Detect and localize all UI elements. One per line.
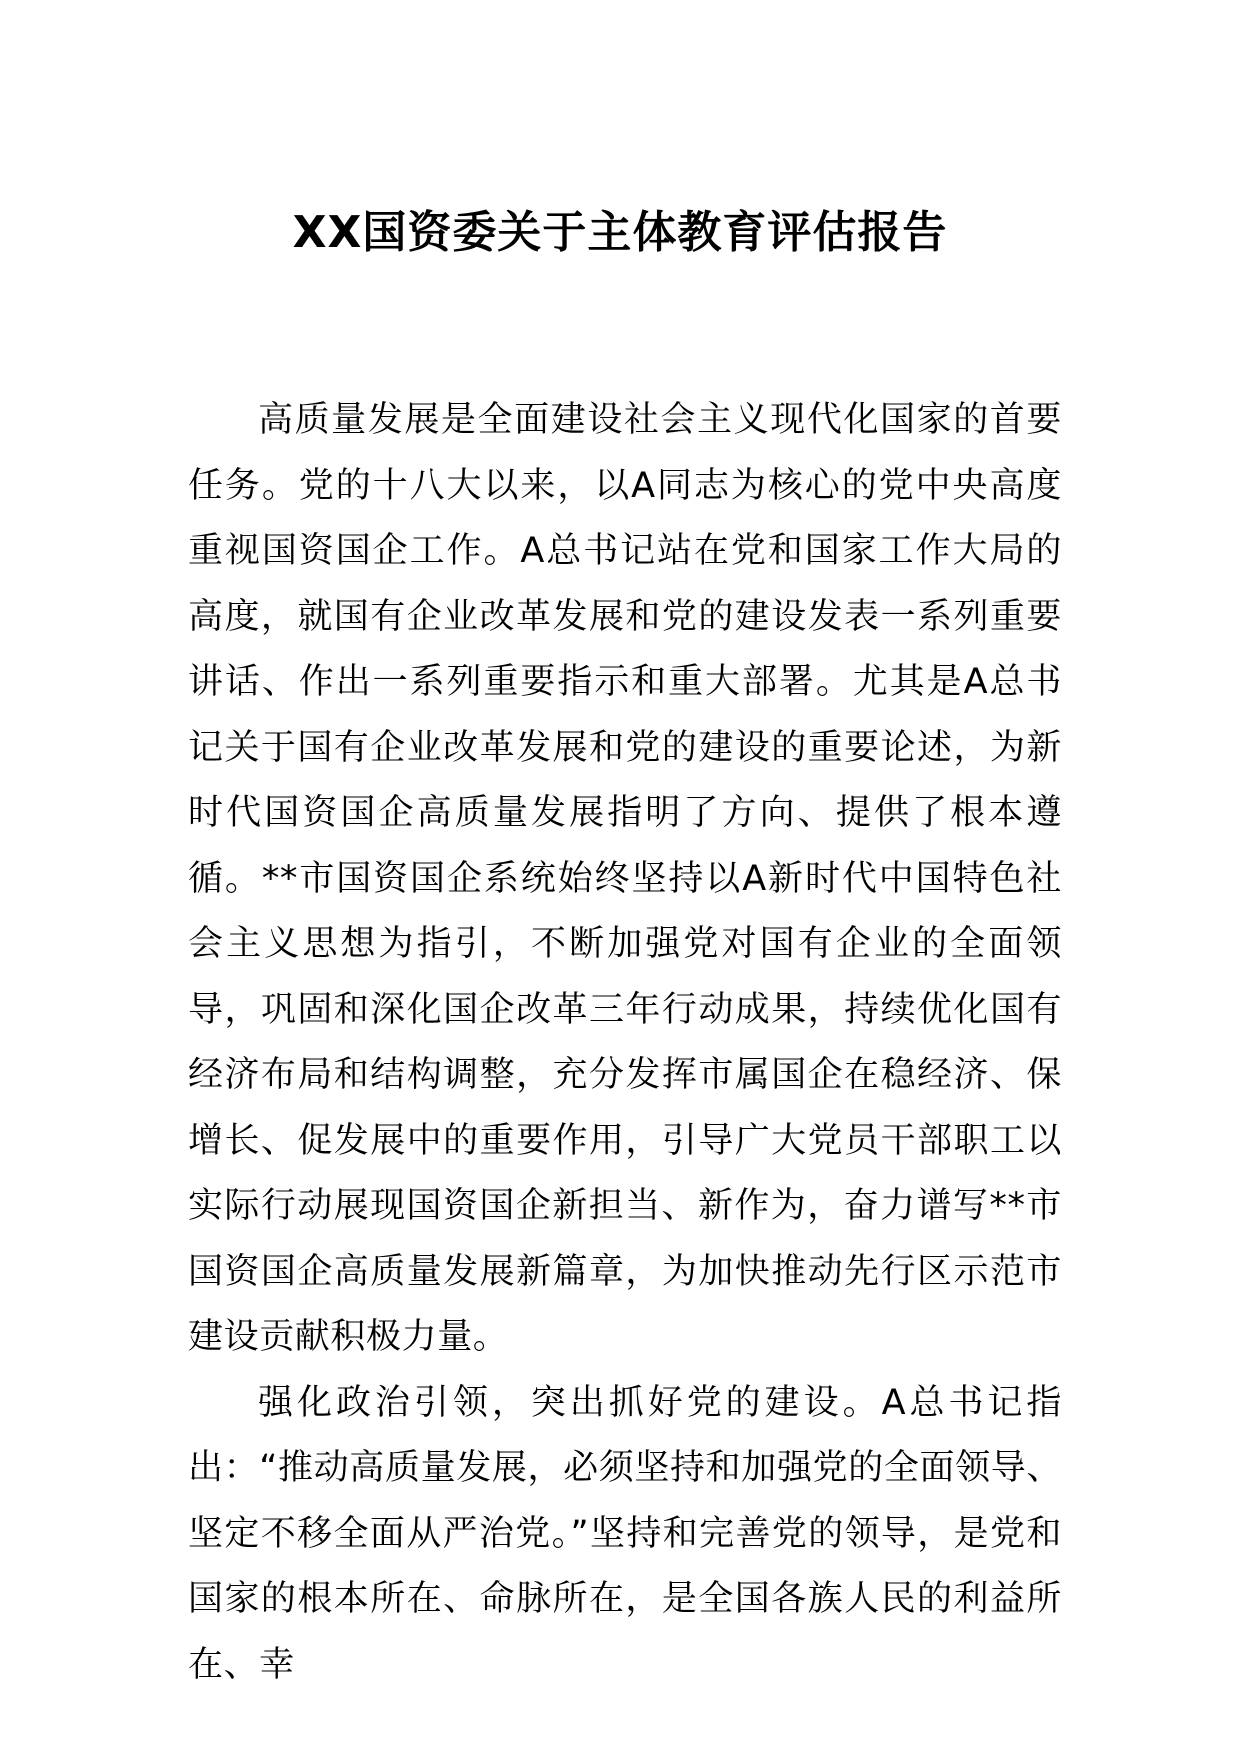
document-title: XX国资委关于主体教育评估报告 — [292, 207, 948, 258]
paragraph-political-leadership: 强化政治引领，突出抓好党的建设。A总书记指出：“推动高质量发展，必须坚持和加强党的全面领导、坚定不移全面从严治党。”坚持和完善党的领导，是党和国家的根本所在、命脉所在，是全国各族人民的利益所在、幸 — [188, 1382, 1062, 1685]
document-body — [188, 388, 1062, 1698]
paragraph-intro: 高质量发展是全面建设社会主义现代化国家的首要任务。党的十八大以来，以A同志为核心的党中央高度重视国资国企工作。A总书记站在党和国家工作大局的高度，就国有企业改革发展和党的建设发表一系列重要讲话、作出一系列重要指示和重大部署。尤其是A总书记关于国有企业改革发展和党的建设的重要论述，为新时代国资国企高质量发展指明了方向、提供了根本遵循。**市国资国企系统始终坚持以A新时代中国特色社会主义思想为指引，不断加强党对国有企业的全面领导，巩固和深化国企改革三年行动成果，持续优化国有经济布局和结构调整，充分发挥市属国企在稳经济、保增长、促发展中的重要作用，引导广大党员干部职工以实际行动展现国资国企新担当、新作为，奋力谱写**市国资国企高质量发展新篇章，为加快推动先行区示范市建设贡献积极力量。 — [188, 400, 1062, 1357]
